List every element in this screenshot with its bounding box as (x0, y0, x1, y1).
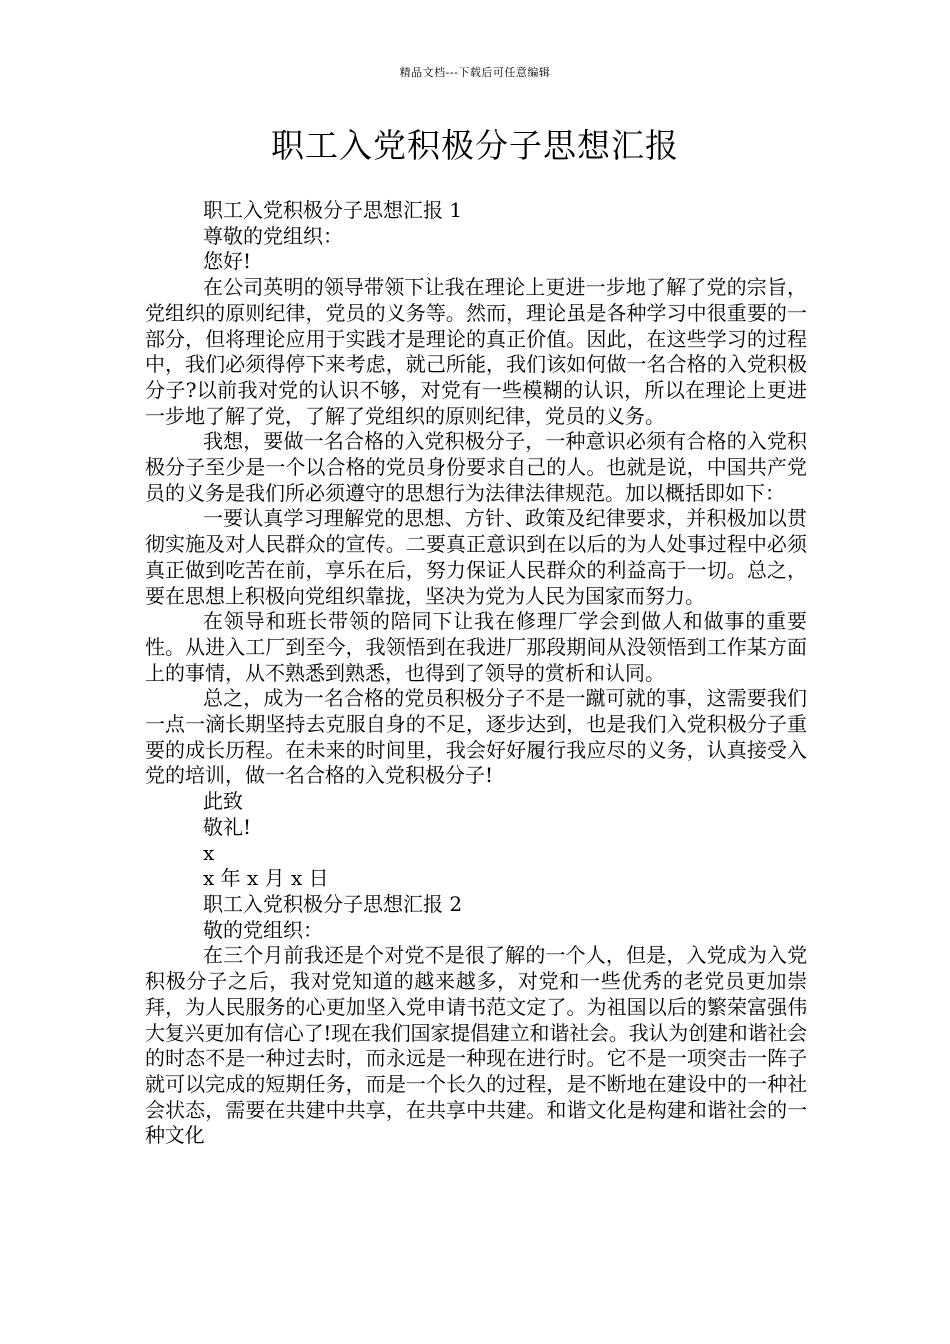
section-heading-1: 职工入党积极分子思想汇报 1 (203, 198, 463, 222)
signature-date: x 年 x 月 x 日 (203, 866, 329, 891)
section-heading-2: 职工入党积极分子思想汇报 2 (203, 891, 463, 916)
salutation: 尊敬的党组织： (203, 223, 343, 248)
document-body (145, 198, 807, 1149)
body-paragraph: 我想，要做一名合格的入党积极分子，一种意识必须有合格的入党积极分子至少是一个以合格的党员身份要求自己的人。也就是说，中国共产党员的义务是我们所必须遵守的思想行为法律法律规范。加以概括即如下： (145, 429, 807, 505)
body-paragraph: 在三个月前我还是个对党不是很了解的一个人，但是，入党成为入党积极分子之后，我对党知道的越来越多，对党和一些优秀的老党员更加崇拜，为人民服务的心更加坚入党申请书范文定了。为祖国以后的繁荣富强伟大复兴更加有信心了!现在我们国家提倡建立和谐社会。我认为创建和谐社会的时态不是一种过去时，而永远是一种现在进行时。它不是一项突击一阵子就可以完成的短期任务，而是一个长久的过程，是不断地在建设中的一种社会状态，需要在共建中共享，在共享中共建。和谐文化是构建和谐社会的一种文化 (145, 943, 807, 1148)
signature-name: x (203, 840, 215, 865)
body-paragraph: 在领导和班长带领的陪同下让我在修理厂学会到做人和做事的重要性。从进入工厂到至今，我领悟到在我进厂那段期间从没领悟到工作某方面上的事情，从不熟悉到熟悉，也得到了领导的赏析和认同。 (145, 609, 807, 685)
greeting: 您好! (203, 249, 252, 274)
salutation: 敬的党组织： (203, 917, 323, 942)
body-paragraph: 在公司英明的领导带领下让我在理论上更进一步地了解了党的宗旨，党组织的原则纪律，党员的义务等。然而，理论虽是各种学习中很重要的一部分，但将理论应用于实践才是理论的真正价值。因此，在这些学习的过程中，我们必须得停下来考虑，就己所能，我们该如何做一名合格的入党积极分子?以前我对党的认识不够，对党有一些模糊的认识，所以在理论上更进一步地了解了党，了解了党组织的原则纪律，党员的义务。 (145, 275, 807, 428)
body-paragraph: 总之，成为一名合格的党员积极分子不是一蹴可就的事，这需要我们一点一滴长期坚持去克服自身的不足，逐步达到，也是我们入党积极分子重要的成长历程。在未来的时间里，我会好好履行我应尽的义务，认真接受入党的培训，做一名合格的入党积极分子! (145, 686, 807, 788)
closing-salute: 敬礼! (203, 814, 252, 839)
body-paragraph: 一要认真学习理解党的思想、方针、政策及纪律要求，并积极加以贯彻实施及对人民群众的宣传。二要真正意识到在以后的为人处事过程中必须真正做到吃苦在前，享乐在后，努力保证人民群众的利益高于一切。总之，要在思想上积极向党组织靠拢，坚决为党为人民为国家而努力。 (145, 506, 807, 608)
header-note: 精品文档---下载后可任意编辑 (399, 66, 551, 79)
document-title: 职工入党积极分子思想汇报 (271, 126, 679, 165)
closing-line: 此致 (203, 789, 243, 814)
